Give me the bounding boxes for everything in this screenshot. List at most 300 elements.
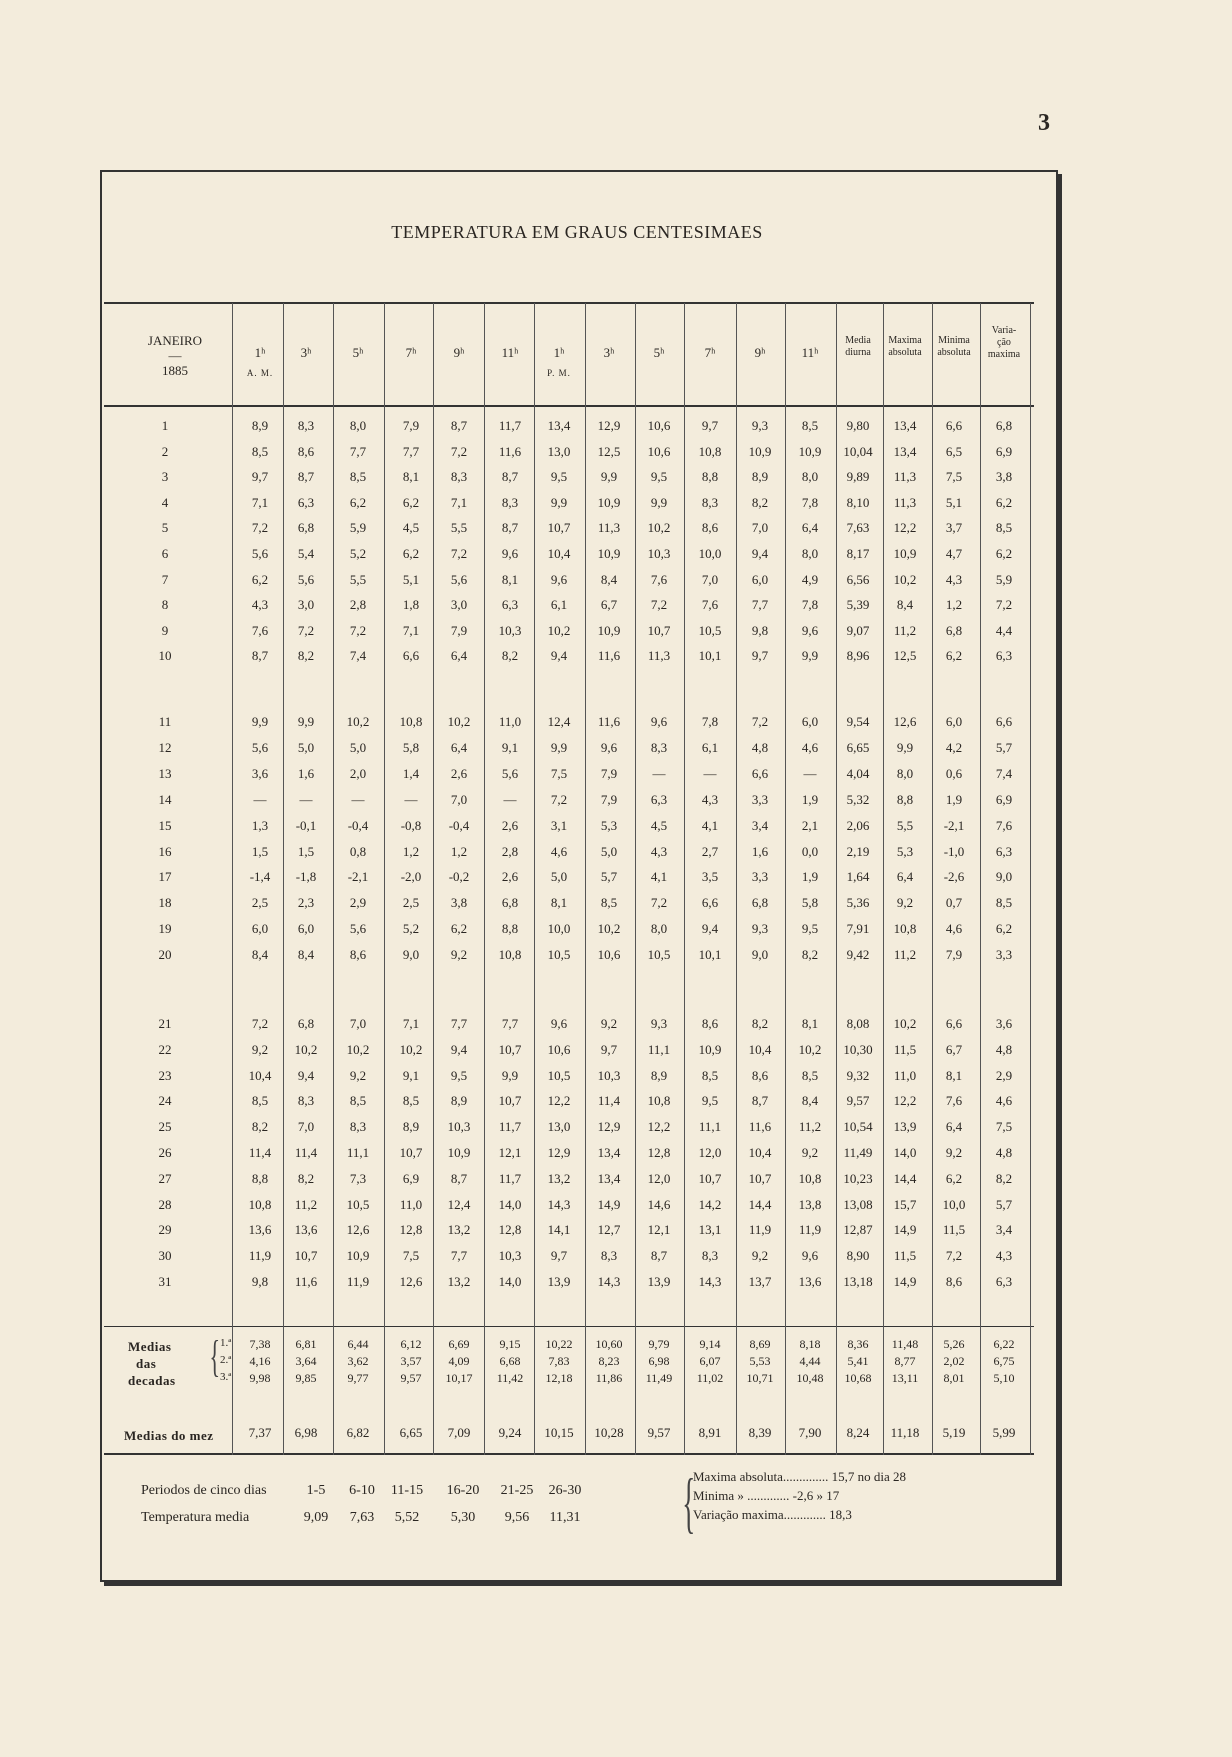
temperature-value: 3,6 [995,1016,1013,1031]
temperature-value: 4,2 [945,739,963,755]
decade-mean-value: 9,15 [499,1337,521,1351]
decade-mean-value: 5,26 [943,1337,965,1351]
temperature-value: 9,8 [751,622,769,638]
temperature-value: 2,1 [801,817,819,833]
temperature-value: 10,2 [893,1016,917,1031]
temperature-value: 2,5 [251,895,269,911]
temperature-value: 8,3 [297,1093,315,1109]
temperature-value: 8,3 [501,494,519,510]
temperature-value: 6,4 [896,869,914,885]
temperature-value: 13,6 [248,1222,272,1238]
temperature-value: 5,9 [995,571,1013,587]
temperature-value: 13,4 [547,418,571,433]
month-header [120,333,230,378]
temperature-value: 8,2 [751,1016,769,1031]
temperature-value: 8,8 [251,1170,269,1186]
temperature-value: 5,1 [945,494,963,510]
temperature-value: 10,7 [498,1041,522,1057]
temperature-value: 7,9 [600,765,618,781]
column-divider [384,303,385,1455]
temperature-value: 7,2 [650,597,668,613]
temperature-value: 8,7 [650,1248,668,1264]
month-mean-value: 9,57 [647,1425,671,1440]
temperature-value: 9,42 [846,947,870,963]
temperature-value: 6,3 [650,791,668,807]
temperature-value: 8,7 [297,469,315,485]
decade-mean-value: 6,98 [648,1354,670,1368]
temperature-value: 6,6 [945,1016,963,1031]
temperature-value: 9,0 [751,947,769,963]
decade-ordinal: 1.ª [220,1337,232,1349]
temperature-value: 3,1 [550,817,568,833]
hour-label: 7ʰ [704,345,716,360]
temperature-value: 11,6 [498,443,522,459]
hour-header [785,345,835,360]
temperature-value: -0,8 [400,817,422,833]
temperature-value: 7,6 [251,622,269,638]
temperature-value: -2,1 [943,817,965,833]
temperature-value: 12,6 [346,1222,370,1238]
temperature-value: 8,1 [501,571,519,587]
decade-mean-value: 4,09 [448,1354,470,1368]
temperature-value: 5,7 [600,869,618,885]
decade-mean-value: 11,02 [696,1371,724,1385]
temperature-value: 8,1 [945,1067,963,1083]
day-number: 2 [161,443,169,459]
decades-label-1: Medias [128,1339,172,1354]
temperature-value: 6,2 [349,494,367,510]
temperature-value: 12,8 [399,1222,423,1238]
decade-mean-value: 9,77 [347,1371,369,1385]
temperature-value: 8,5 [995,520,1013,536]
period-range: 21-25 [500,1483,534,1498]
decades-label-2: das [136,1356,157,1371]
temperature-value: 14,4 [893,1170,917,1186]
decade-mean-value: 11,86 [595,1371,623,1385]
temperature-value: 14,1 [547,1222,571,1238]
decade-mean-value: 6,81 [295,1337,317,1351]
temperature-value: 2,8 [501,843,519,859]
temperature-value: 7,1 [251,494,269,510]
temperature-value: 11,5 [942,1222,966,1238]
temperature-value: 7,7 [450,1248,468,1264]
temperature-value: 10,9 [698,1041,722,1057]
temperature-value: 7,1 [402,1016,420,1031]
temperature-value: 6,2 [945,648,963,664]
hour-label: 7ʰ [405,345,417,360]
temperature-value: 6,2 [995,494,1013,510]
page-number: 3 [1038,110,1050,136]
temperature-value: 13,9 [893,1119,917,1135]
temperature-value: 9,9 [550,739,568,755]
temperature-value: — [652,765,666,781]
temperature-value: 8,0 [650,921,668,937]
temperature-value: 8,7 [450,418,468,433]
temperature-value: 9,3 [650,1016,668,1031]
temperature-value: -0,4 [448,817,470,833]
temperature-value: 3,0 [450,597,468,613]
stat-header-line: maxima [987,349,1021,360]
temperature-value: 6,1 [550,597,568,613]
decade-mean-value: 10,48 [796,1371,824,1385]
temperature-value: 12,1 [498,1145,522,1160]
temperature-value: 13,1 [698,1222,722,1238]
month-means-label: Medias do mez [124,1428,214,1443]
decade-ordinal: 3.ª [220,1371,232,1383]
temperature-value: 11,49 [843,1145,873,1160]
temperature-value: 10,3 [647,546,671,561]
temperature-value: 11,2 [798,1119,822,1135]
temperature-value: 3,3 [995,947,1013,963]
temperature-value: 5,32 [846,791,870,807]
period-range: 6-10 [349,1483,375,1498]
temperature-value: 11,0 [498,714,522,729]
temperature-value: 5,8 [801,895,819,911]
temperature-value: 14,3 [597,1274,621,1289]
temperature-value: 11,6 [748,1119,772,1135]
temperature-value: 11,7 [498,418,522,433]
month-mean-value: 8,91 [698,1425,722,1440]
temperature-value: 7,2 [251,520,269,536]
temperature-value: 11,3 [893,469,917,485]
temperature-value: 9,5 [701,1093,719,1109]
temperature-value: 8,9 [450,1093,468,1109]
temperature-value: 11,7 [498,1119,522,1135]
day-number: 21 [158,1016,172,1031]
decade-mean-value: 7,83 [548,1354,570,1368]
temperature-value: 10,4 [748,1041,772,1057]
temperature-value: 7,2 [751,714,769,729]
hour-label: 11ʰ [501,345,519,360]
temperature-value: 12,0 [698,1145,722,1160]
temperature-value: 7,9 [402,418,420,433]
temperature-value: 12,9 [597,1119,621,1135]
temperature-value: 7,8 [801,494,819,510]
temperature-value: 10,2 [893,571,917,587]
temperature-value: 10,8 [248,1196,272,1212]
temperature-value: 11,3 [597,520,621,536]
temperature-value: 9,6 [801,1248,819,1264]
temperature-value: 9,9 [801,648,819,664]
temperature-value: 4,1 [701,817,719,833]
hour-label: 5ʰ [352,345,364,360]
day-number: 20 [158,947,172,963]
temperature-value: 9,6 [600,739,618,755]
temperature-value: 12,9 [597,418,621,433]
temperature-value: 6,3 [995,1274,1013,1289]
temperature-value: 9,4 [297,1067,315,1083]
month-dash: — [168,348,182,363]
temperature-value: 9,6 [550,1016,568,1031]
temperature-value: 9,7 [600,1041,618,1057]
temperature-value: 2,9 [349,895,367,911]
temperature-value: 7,0 [349,1016,367,1031]
temperature-value: 8,5 [251,443,269,459]
temperature-value: -2,1 [347,869,369,885]
temperature-value: 11,5 [893,1248,917,1264]
temperature-value: 13,0 [547,1119,571,1135]
temperature-value: 3,8 [450,895,468,911]
temperature-value: 6,3 [995,843,1013,859]
temperature-value: 9,5 [450,1067,468,1083]
temperature-value: 8,3 [701,494,719,510]
decade-mean-value: 11,49 [645,1371,673,1385]
temperature-value: 5,36 [846,895,870,911]
temperature-value: — [503,791,517,807]
temperature-value: 14,9 [893,1222,917,1238]
temperature-value: 11,1 [698,1119,722,1135]
day-number: 4 [161,494,169,510]
temperature-value: 5,6 [251,739,269,755]
temperature-value: 10,54 [843,1119,873,1135]
month-mean-value: 7,09 [447,1425,471,1440]
temperature-value: 6,2 [995,921,1013,937]
temperature-value: 4,6 [550,843,568,859]
temperature-value: 10,2 [647,520,671,536]
day-number: 16 [158,843,172,859]
temperature-value: 1,3 [251,817,269,833]
temperature-value: 11,3 [893,494,917,510]
temperature-value: 7,63 [846,520,870,536]
hour-label: 9ʰ [754,345,766,360]
hour-label: 11ʰ [801,345,819,360]
temperature-value: — [299,791,313,807]
temperature-value: 5,8 [402,739,420,755]
temperature-value: 7,2 [251,1016,269,1031]
temperature-value: 8,1 [402,469,420,485]
temperature-value: 7,6 [945,1093,963,1109]
period-range: 11-15 [390,1483,424,1498]
temperature-value: 8,3 [349,1119,367,1135]
stat-header-line: diurna [845,347,871,358]
temperature-value: 8,1 [801,1016,819,1031]
temperature-value: 9,6 [501,546,519,561]
temperature-value: 9,7 [701,418,719,433]
period-temperature: 5,52 [394,1510,420,1525]
temperature-value: 11,6 [597,714,621,729]
hour-label: 1ʰ [254,345,266,360]
temperature-value: 15,7 [893,1196,917,1212]
temperature-value: 8,4 [896,597,914,613]
temperature-value: 10,5 [346,1196,370,1212]
month-mean-value: 7,90 [798,1425,822,1440]
day-number: 12 [158,739,172,755]
temperature-value: 10,04 [843,443,873,459]
month-mean-value: 6,98 [294,1425,318,1440]
month-bottom-rule [104,1453,1034,1455]
temperature-value: 7,7 [751,597,769,613]
table-title: TEMPERATURA EM GRAUS CENTESIMAES [391,222,763,242]
temperature-value: 5,0 [550,869,568,885]
temperature-value: 8,2 [995,1170,1013,1186]
temperature-value: — [404,791,418,807]
temperature-value: 1,6 [751,843,769,859]
temperature-value: 11,2 [893,947,917,963]
temperature-value: 8,3 [701,1248,719,1264]
month-mean-value: 11,18 [890,1425,920,1440]
temperature-value: 11,6 [294,1274,318,1289]
temperature-value: 10,3 [597,1067,621,1083]
temperature-value: 10,3 [447,1119,471,1135]
temperature-value: 10,7 [748,1170,772,1186]
temperature-value: 6,9 [995,443,1013,459]
temperature-value: 4,8 [995,1041,1013,1057]
day-number: 7 [161,571,169,587]
temperature-value: 6,3 [297,494,315,510]
temperature-value: 5,39 [846,597,870,613]
temperature-value: 9,2 [349,1067,367,1083]
day-number: 13 [158,765,172,781]
temperature-value: 4,9 [801,571,819,587]
temperature-value: 7,7 [402,443,420,459]
period-range: 26-30 [548,1483,582,1498]
temperature-value: 0,6 [945,765,963,781]
temperature-value: 11,9 [248,1248,272,1264]
temperature-value: 6,0 [751,571,769,587]
temperature-value: 4,04 [846,765,870,781]
summary-line: Variação maxima............. 18,3 [693,1507,852,1522]
temperature-value: 9,4 [450,1041,468,1057]
temperature-value: 11,9 [748,1222,772,1238]
temperature-value: 6,2 [450,921,468,937]
temperature-value: -1,4 [249,869,271,885]
temperature-value: 9,4 [751,546,769,561]
temperature-value: 7,0 [701,571,719,587]
temperature-value: 5,6 [251,546,269,561]
month-mean-value: 10,28 [594,1425,624,1440]
month-mean-value: 6,82 [346,1425,370,1440]
temperature-value: 5,6 [349,921,367,937]
temperature-value: 11,3 [647,648,671,664]
temperature-value: 7,2 [450,546,468,561]
temperature-value: 4,3 [995,1248,1013,1264]
temperature-value: 8,6 [701,520,719,536]
temperature-value: 12,2 [647,1119,671,1135]
temperature-value: — [803,765,817,781]
temperature-value: 1,9 [801,791,819,807]
temperature-value: 10,8 [893,921,917,937]
temperature-value: 2,3 [297,895,315,911]
temperature-value: 8,5 [701,1067,719,1083]
hour-header [333,345,383,360]
temperature-value: 5,5 [896,817,914,833]
day-number: 15 [158,817,172,833]
temperature-value: 10,7 [547,520,571,536]
temperature-value: 13,0 [547,443,571,459]
temperature-value: 9,9 [896,739,914,755]
summary-line: Maxima absoluta.............. 15,7 no dia 28 [693,1469,907,1484]
day-number: 24 [158,1093,172,1109]
temperature-value: 7,2 [550,791,568,807]
month-label: JANEIRO [147,333,203,348]
temperature-value: 10,2 [399,1041,423,1057]
temperature-value: 1,5 [251,843,269,859]
temperature-value: 8,0 [801,546,819,561]
temperature-value: 9,8 [251,1274,269,1289]
temperature-value: 9,5 [550,469,568,485]
period-range: 1-5 [306,1483,326,1498]
temperature-value: 4,6 [995,1093,1013,1109]
temperature-value: 7,5 [550,765,568,781]
decade-mean-value: 6,22 [993,1337,1015,1351]
temperature-value: 10,8 [698,443,722,459]
temperature-value: 11,4 [248,1145,272,1160]
temperature-value: 9,7 [550,1248,568,1264]
temperature-value: 5,9 [349,520,367,536]
decade-mean-value: 8,69 [749,1337,771,1351]
day-number: 8 [161,597,169,613]
stat-header-line: Varia- [991,325,1017,336]
temperature-value: 8,0 [801,469,819,485]
temperature-value: 9,5 [650,469,668,485]
temperature-value: 8,7 [501,469,519,485]
decade-ordinal: 2.ª [220,1354,232,1366]
temperature-value: 8,9 [402,1119,420,1135]
temperature-value: 8,7 [751,1093,769,1109]
temperature-value: 12,2 [893,1093,917,1109]
temperature-value: 1,2 [450,843,468,859]
temperature-value: 6,2 [945,1170,963,1186]
stat-header-line: Maxima [888,335,922,346]
temperature-value: 3,4 [751,817,769,833]
day-number: 19 [158,921,172,937]
temperature-value: 7,0 [751,520,769,536]
temperature-value: 7,6 [995,817,1013,833]
temperature-value: 11,0 [399,1196,423,1212]
temperature-value: 11,0 [893,1067,917,1083]
temperature-value: 4,8 [995,1145,1013,1160]
temperature-value: 11,6 [597,648,621,664]
temperature-value: 0,8 [349,843,367,859]
temperature-value: 14,9 [893,1274,917,1289]
temperature-value: 10,2 [597,921,621,937]
temperature-value: 2,6 [501,869,519,885]
temperature-value: 1,9 [801,869,819,885]
decade-mean-value: 10,22 [545,1337,573,1351]
temperature-value: 10,5 [547,1067,571,1083]
temperature-value: 5,4 [297,546,315,561]
temperature-value: 8,96 [846,648,870,664]
temperature-value: 1,6 [297,765,315,781]
temperature-value: 9,4 [550,648,568,664]
temperature-value: 7,1 [402,622,420,638]
temperature-value: 9,1 [402,1067,420,1083]
temperature-value: 1,4 [402,765,420,781]
temperature-value: 10,9 [597,494,621,510]
temperature-value: 7,9 [600,791,618,807]
temperature-value: 6,7 [600,597,618,613]
temperature-value: 9,2 [751,1248,769,1264]
temperature-value: 9,9 [550,494,568,510]
temperature-value: 8,7 [450,1170,468,1186]
temperature-value: 10,5 [547,947,571,963]
temperature-value: 7,2 [995,597,1013,613]
month-mean-value: 8,24 [846,1425,870,1440]
temperature-value: 14,2 [698,1196,722,1212]
temperature-value: 10,4 [547,546,571,561]
temperature-value: 2,0 [349,765,367,781]
temperature-value: 8,2 [751,494,769,510]
decades-top-rule [104,1326,1034,1327]
temperature-value: 13,7 [748,1274,772,1289]
temperature-value: 6,0 [945,714,963,729]
decades-label-3: decadas [128,1373,176,1388]
temperature-value: 13,6 [798,1274,822,1289]
temperature-value: 10,7 [399,1145,423,1160]
temperature-value: 9,6 [650,714,668,729]
temperature-value: 11,1 [647,1041,671,1057]
decade-mean-value: 8,77 [894,1354,916,1368]
